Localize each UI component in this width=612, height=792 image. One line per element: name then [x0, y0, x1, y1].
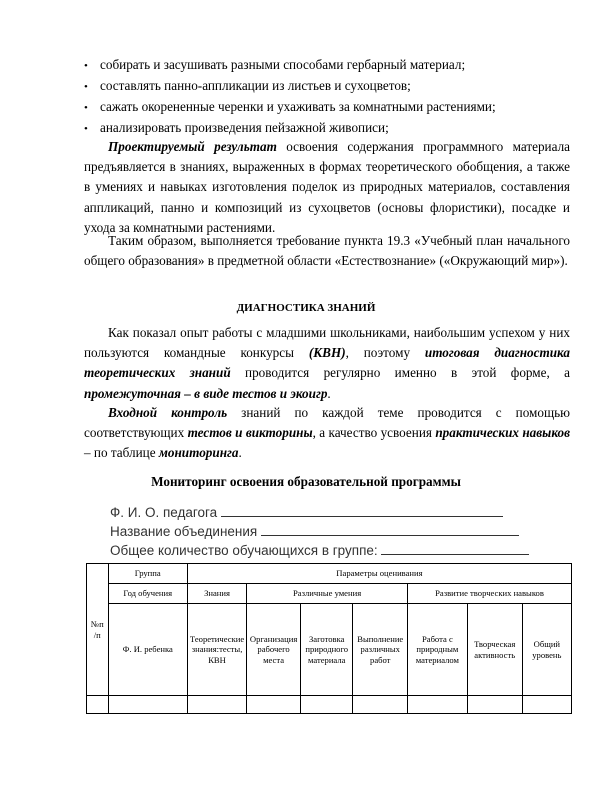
table-cell[interactable]: [353, 696, 408, 714]
table-cell[interactable]: [87, 696, 109, 714]
student-name-header: Ф. И. ребенка: [108, 604, 187, 696]
association-name-field: Название объединения: [110, 522, 519, 539]
group-header: Группа: [108, 564, 187, 584]
fill-line: [221, 503, 503, 517]
num-header: №п /п: [87, 564, 109, 696]
nature-column-header: Работа с природным материалом: [408, 604, 468, 696]
bullet-icon: •: [84, 123, 88, 135]
table-cell[interactable]: [301, 696, 353, 714]
list-item: • составлять панно-аппликации из листьев и сухоцветов;: [84, 76, 584, 97]
table-cell[interactable]: [522, 696, 571, 714]
requirement-paragraph: Таким образом, выполняется требование пункта 19.3 «Учебный план начального общего образования» в предметной области «Естествознание» («Окружающий мир»).: [84, 233, 570, 269]
section-heading: ДИАГНОСТИКА ЗНАНИЙ: [236, 302, 376, 314]
table-cell[interactable]: [467, 696, 522, 714]
table-row: [87, 696, 572, 714]
diagnostics-paragraph: Как показал опыт работы с младшими школьниками, наибольшим успехом у них пользуются командные конкурсы (КВН), поэтому итоговая диагностика теоретических знаний проводится регулярно именно в этой форме, а промежуточная – в виде тестов и экоигр.: [84, 325, 571, 401]
skills-bullet-list: [84, 55, 584, 139]
table-cell[interactable]: [408, 696, 468, 714]
table-cell[interactable]: [247, 696, 301, 714]
fill-line: [261, 522, 519, 536]
control-paragraph: Входной контроль знаний по каждой теме проводится с помощью соответствующих тестов и викторины, а качество усвоения практических навыков – по таблице мониторинга.: [84, 405, 570, 461]
fill-line: [381, 541, 529, 555]
list-item: • сажать окорененные черенки и ухаживать за комнатными растениями;: [84, 97, 584, 118]
skills-header: Различные умения: [247, 584, 408, 604]
activity-column-header: Творческая активность: [467, 604, 522, 696]
params-header: Параметры оценивания: [187, 564, 571, 584]
theory-column-header: Теоретические знания:тесты, КВН: [187, 604, 246, 696]
monitoring-table: [86, 563, 572, 714]
knowledge-header: Знания: [187, 584, 246, 604]
result-paragraph: Проектируемый результат освоения содержания программного материала предъявляется в знаниях, выраженных в формах теоретического обобщения, а также в умениях и навыках изготовления поделок из природных материалов, составления аппликаций, панно и композиций из сухоцветов (основы флористики), посадке и ухода за комнатными растениями.: [84, 139, 571, 235]
table-cell[interactable]: [187, 696, 246, 714]
bullet-icon: •: [84, 60, 88, 72]
list-item: • собирать и засушивать разными способами гербарный материал;: [84, 55, 584, 76]
bullet-icon: •: [84, 81, 88, 93]
table-caption: Мониторинг освоения образовательной программы: [151, 474, 461, 489]
student-count-field: Общее количество обучающихся в группе:: [110, 541, 529, 558]
table-cell[interactable]: [108, 696, 187, 714]
list-item: • анализировать произведения пейзажной живописи;: [84, 118, 584, 139]
workplace-column-header: Организация рабочего места: [247, 604, 301, 696]
harvest-column-header: Заготовка природного материала: [301, 604, 353, 696]
creative-header: Развитие творческих навыков: [408, 584, 572, 604]
year-header: Год обучения: [108, 584, 187, 604]
total-column-header: Общий уровень: [522, 604, 571, 696]
bullet-icon: •: [84, 102, 88, 114]
teacher-name-field: Ф. И. О. педагога: [110, 503, 503, 520]
tasks-column-header: Выполнение различных работ: [353, 604, 408, 696]
